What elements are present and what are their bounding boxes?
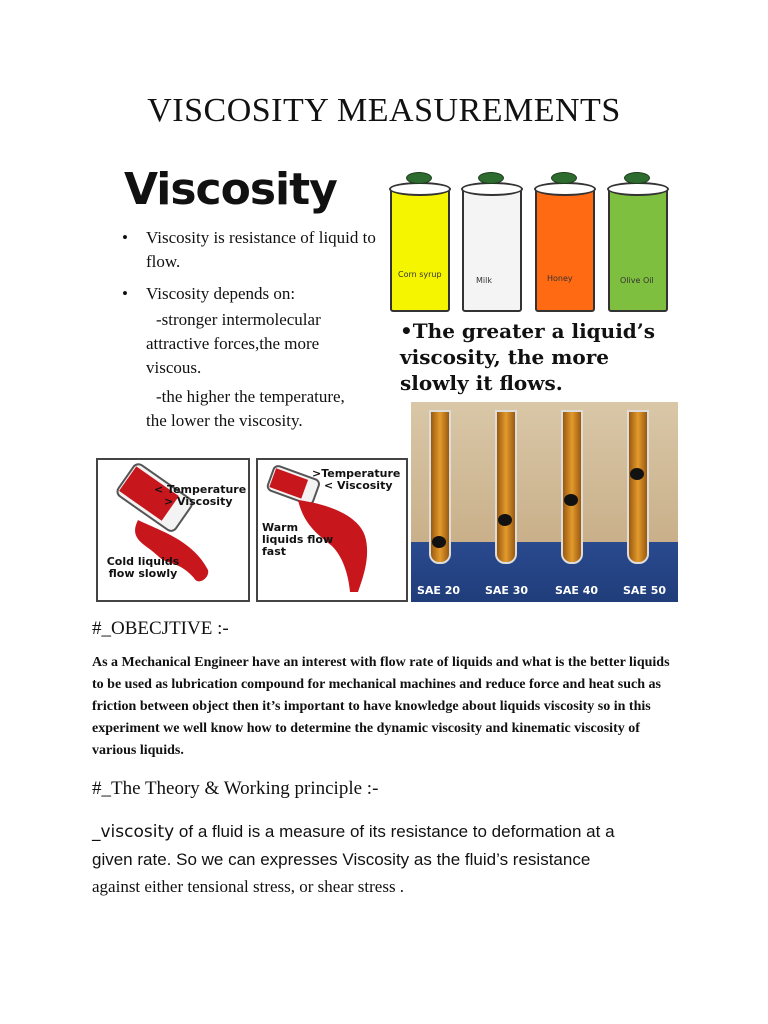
cylinder-cap-icon (624, 172, 650, 184)
cylinder-corn-syrup (390, 186, 450, 312)
cylinder-cap-icon (551, 172, 577, 184)
bullet-2 (122, 282, 376, 306)
cylinder-rim (389, 182, 451, 196)
tube-sae-50 (627, 410, 649, 564)
theory-text-b: given rate. So we can expresses Viscosity as the fluid’s resistance (92, 850, 591, 869)
cold-line-1: < Temperature (154, 483, 247, 496)
objective-heading: #_OBECJTIVE :- (92, 618, 229, 639)
theory-lead: _viscosity (92, 822, 175, 842)
tube-sae-30 (495, 410, 517, 564)
cylinder-rim (534, 182, 596, 196)
bullet-dot: • (122, 228, 128, 247)
tube-label: SAE 40 (555, 584, 599, 597)
cylinder-label: Corn syrup (398, 270, 442, 279)
tube-label: SAE 30 (485, 584, 529, 597)
theory-body (92, 818, 682, 900)
bullet-1 (122, 226, 376, 274)
flow-caption: •The greater a liquid’s viscosity, the more slowly it flows. (400, 319, 656, 395)
cylinder-cap-icon (406, 172, 432, 184)
theory-text-a: of a fluid is a measure of its resistance to deformation at a (174, 822, 615, 841)
bullet-2-text: Viscosity depends on: (146, 284, 296, 303)
tube-label: SAE 20 (417, 584, 461, 597)
theory-text-c: against either tensional stress, or shear stress . (92, 877, 405, 896)
cylinder-label: Milk (476, 276, 492, 285)
cylinder-label: Olive Oil (620, 276, 654, 285)
sub-point-1: -stronger intermolecular attractive forces,the more viscous. (146, 310, 321, 377)
warm-line-1: >Temperature (312, 467, 401, 480)
page-title: VISCOSITY MEASUREMENTS (147, 92, 621, 129)
ball-icon (630, 468, 644, 480)
bullet-dot: • (122, 284, 128, 303)
cylinder-rim (461, 182, 523, 196)
test-tubes-photo (411, 402, 678, 602)
warm-liquid-card (256, 458, 408, 602)
tube-sae-40 (561, 410, 583, 564)
tube-sae-20 (429, 410, 451, 564)
ball-icon (432, 536, 446, 548)
tube-label: SAE 50 (623, 584, 667, 597)
warm-caption: Warm liquids flow fast (262, 521, 334, 558)
ball-icon (564, 494, 578, 506)
cylinder-olive-oil (608, 186, 668, 312)
bullet-1-text: Viscosity is resistance of liquid to flow. (146, 228, 376, 271)
cylinder-label: Honey (547, 274, 573, 283)
cylinder-rim (607, 182, 669, 196)
objective-body: As a Mechanical Engineer have an interest with flow rate of liquids and what is the better liquids to be used as lubrication compound for mechanical machines and reduce force and heat such as friction between object then it’s important to have knowledge about liquids viscosity so in this experiment we well know how to determine the dynamic viscosity and kinematic viscosity of various liquids. (92, 655, 670, 758)
cold-caption: Cold liquids flow slowly (106, 555, 180, 580)
warm-line-2: < Viscosity (324, 479, 393, 492)
figure-heading: Viscosity (124, 164, 337, 215)
cylinder-milk (462, 186, 522, 312)
cold-liquid-card (96, 458, 250, 602)
theory-heading: #_The Theory & Working principle :- (92, 778, 379, 799)
cylinder-honey (535, 186, 595, 312)
cold-line-2: > Viscosity (164, 495, 233, 508)
ball-icon (498, 514, 512, 526)
sub-point-2: -the higher the temperature, the lower the viscosity. (146, 387, 345, 430)
cylinder-cap-icon (478, 172, 504, 184)
